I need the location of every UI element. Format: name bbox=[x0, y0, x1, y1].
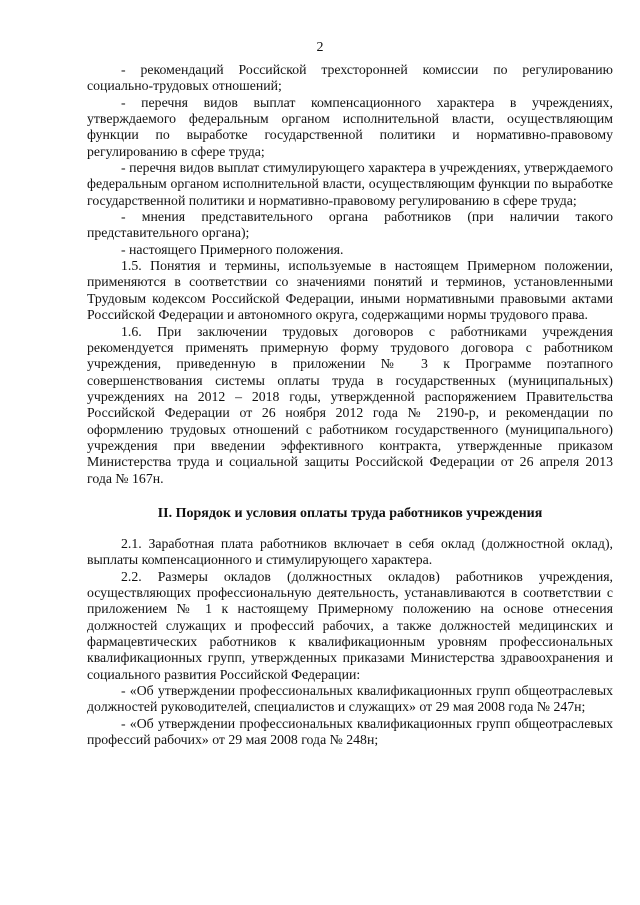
list-item: - «Об утверждении профессиональных квалификационных групп общеотраслевых профессий рабочих» от 29 мая 2008 года № 248н; bbox=[87, 715, 613, 748]
page-number: 2 bbox=[316, 40, 324, 55]
list-item: - «Об утверждении профессиональных квалификационных групп общеотраслевых должностей руководителей, специалистов и служащих» от 29 мая 2008 года № 247н; bbox=[87, 683, 613, 715]
spacer bbox=[87, 487, 613, 505]
list-item: - рекомендаций Российской трехсторонней комиссии по регулированию социально-трудовых отношений; bbox=[87, 62, 613, 94]
list-item: - перечня видов выплат компенсационного характера в учреждениях, утверждаемого федеральным органом исполнительной власти, осуществляющим функции по выработке государственной политики и нормативно-правовому регулированию в сфере труда; bbox=[87, 94, 613, 159]
list-item: - настоящего Примерного положения. bbox=[121, 241, 344, 257]
spacer bbox=[87, 522, 613, 536]
paragraph-1-5: 1.5. Понятия и термины, используемые в настоящем Примерном положении, применяются в соответствии со значениями понятий и терминов, установленными Трудовым кодексом Российской Федерации, иными нормативными правовыми актами Российской Федерации и автономного округа, содержащими нормы трудового права. bbox=[87, 258, 613, 323]
section-heading: II. Порядок и условия оплаты труда работников учреждения bbox=[157, 505, 543, 521]
paragraph-2-1: 2.1. Заработная плата работников включает в себя оклад (должностной оклад), выплаты компенсационного и стимулирующего характера. bbox=[87, 535, 613, 568]
document-body bbox=[87, 62, 613, 748]
list-item: - мнения представительного органа работников (при наличии такого представительного органа); bbox=[87, 209, 613, 241]
list-item: - перечня видов выплат стимулирующего характера в учреждениях, утверждаемого федеральным органом исполнительной власти, осуществляющим функции по выработке государственной политики и нормативно-правовому регулированию в сфере труда; bbox=[87, 160, 613, 208]
paragraph-2-2: 2.2. Размеры окладов (должностных окладов) работников учреждения, осуществляющих профессиональную деятельность, устанавливаются в соответствии с приложением № 1 к настоящему Примерному положению на основе отнесения должностей служащих и профессий рабочих, а также должностей медицинских и фармацевтических работников к квалификационным уровням профессиональных квалификационных групп, утвержденных приказами Министерства здравоохранения и социального развития Российской Федерации: bbox=[87, 568, 613, 682]
paragraph-1-6: 1.6. При заключении трудовых договоров с работниками учреждения рекомендуется применять примерную форму трудового договора с работником учреждения, приведенную в приложении № 3 к Программе поэтапного совершенствования системы оплаты труда в государственных (муниципальных) учреждениях на 2012 – 2018 годы, утвержденной распоряжением Правительства Российской Федерации от 26 ноября 2012 года № 2190-р, и рекомендации по оформлению трудовых отношений с работником государственного (муниципального) учреждения при введении эффективного контракта, утвержденные приказом Министерства труда и социальной защиты Российской Федерации от 26 апреля 2013 года № 167н. bbox=[87, 323, 613, 486]
